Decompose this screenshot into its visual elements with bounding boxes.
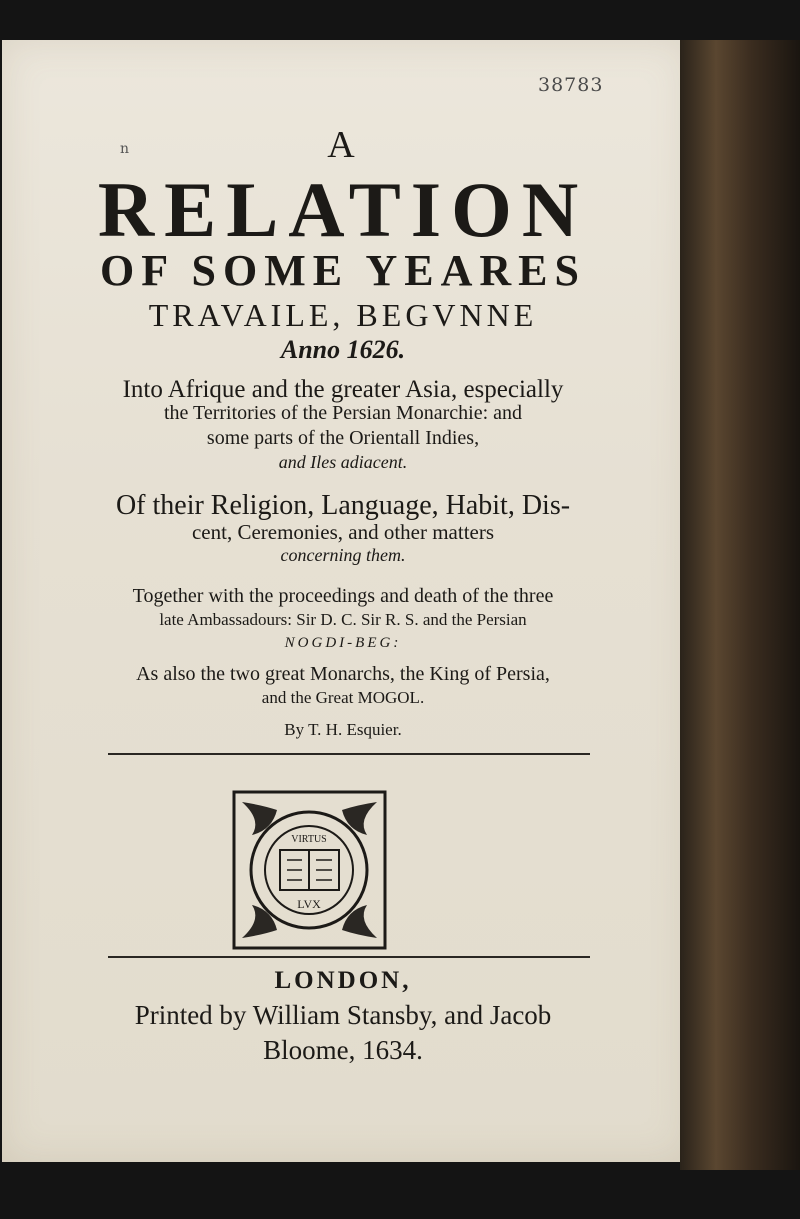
desc-iles: and Iles adiacent. <box>278 452 408 472</box>
desc-into: Into Afrique and the greater Asia, especially <box>122 376 564 403</box>
imprint-printed: Printed by William Stansby, and Jacob <box>134 1000 552 1030</box>
desc-great: and the Great MOGOL. <box>261 688 425 707</box>
bottom-rule <box>108 956 590 958</box>
title-anno: Anno 1626. <box>280 335 406 364</box>
desc-nogdi: NOGDI-BEG: <box>284 635 402 651</box>
top-rule <box>108 753 590 755</box>
author-line: By T. H. Esquier. <box>284 720 402 739</box>
desc-cent: cent, Ceremonies, and other matters <box>191 520 495 544</box>
corner-mark: n <box>120 141 130 157</box>
title-travaile: TRAVAILE, BEGVNNE <box>148 297 538 333</box>
device-motto-top: VIRTUS <box>291 834 327 845</box>
device-motto-bottom: LVX <box>297 897 321 911</box>
desc-territories: the Territories of the Persian Monarchie: and <box>163 402 523 424</box>
desc-also: As also the two great Monarchs, the King of Persia, <box>136 663 550 685</box>
desc-late: late Ambassadours: Sir D. C. Sir R. S. and the Persian <box>159 610 527 629</box>
imprint-bloome: Bloome, 1634. <box>263 1035 423 1065</box>
desc-some-parts: some parts of the Orientall Indies, <box>206 427 480 449</box>
desc-religion: Of their Religion, Language, Habit, Dis- <box>115 490 571 521</box>
imprint-london: LONDON, <box>274 967 412 994</box>
desc-concerning: concerning them. <box>280 545 406 565</box>
title-a: A <box>327 124 359 166</box>
title-some-yeares: OF SOME YEARES <box>100 246 586 295</box>
shelfmark: 38783 <box>538 74 604 96</box>
printers-device-icon <box>232 790 387 950</box>
title-relation: RELATION <box>97 166 589 253</box>
desc-together: Together with the proceedings and death of the three <box>132 585 554 607</box>
binding-edge <box>680 40 800 1170</box>
